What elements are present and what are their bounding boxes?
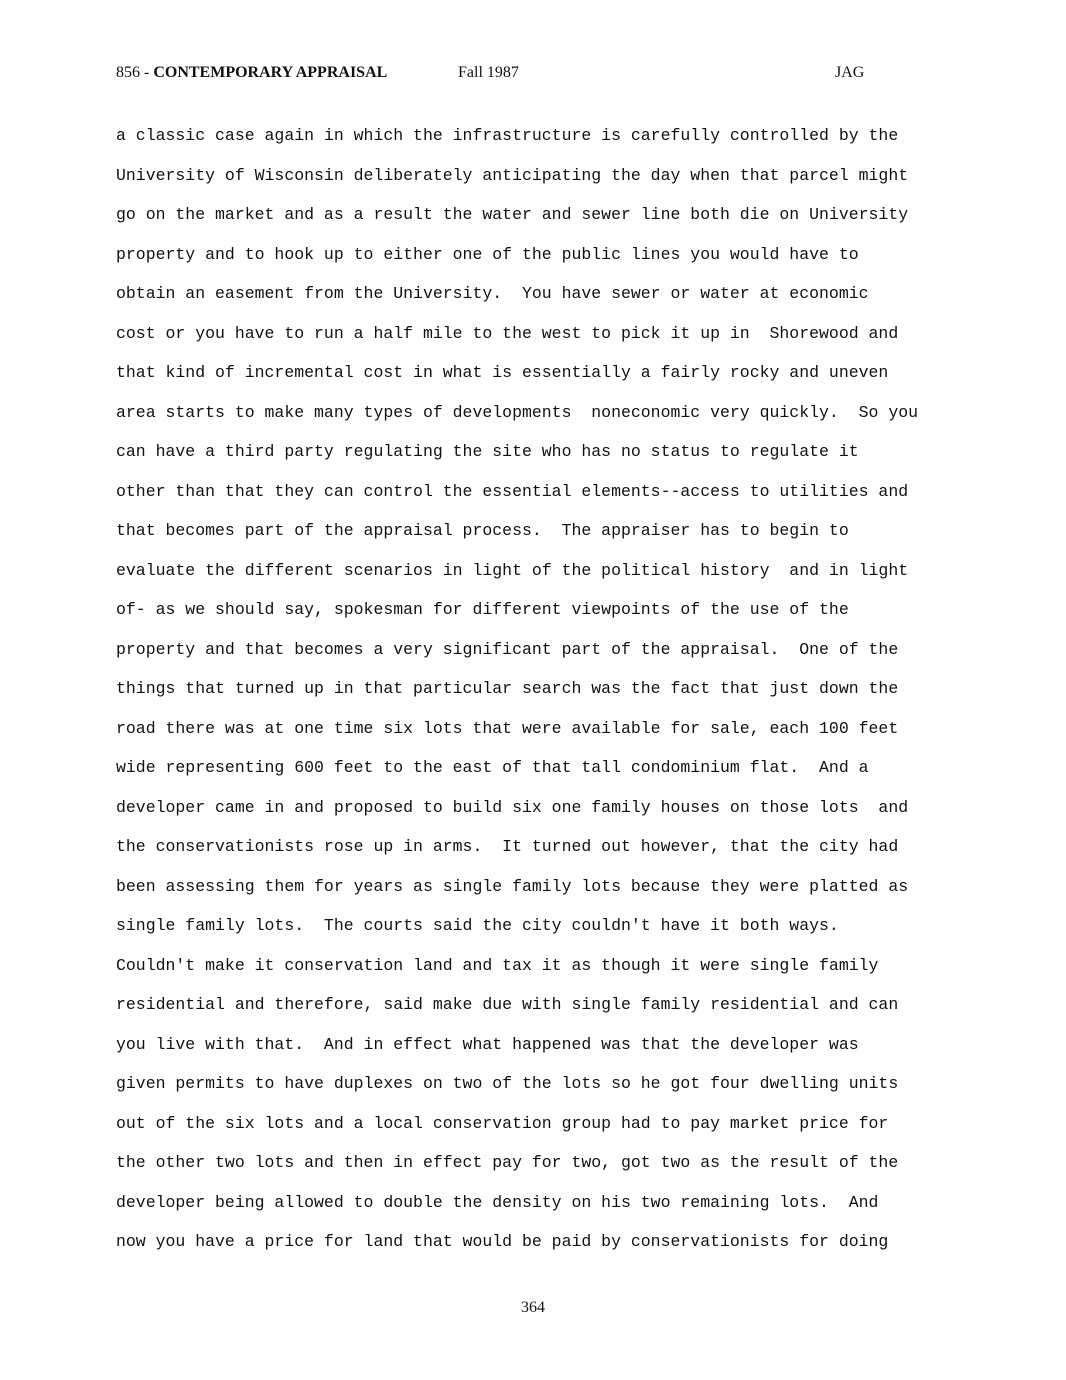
- text-line: go on the market and as a result the water and sewer line both die on University: [116, 205, 909, 224]
- text-line: a classic case again in which the infrastructure is carefully controlled by the: [116, 126, 899, 145]
- transcript-body: [116, 116, 976, 1262]
- text-line: other than that they can control the essential elements--access to utilities and: [116, 481, 909, 501]
- term-label: Fall 1987: [458, 64, 519, 81]
- text-line: road there was at one time six lots that were available for sale, each 100 feet: [116, 718, 899, 738]
- text-line: developer came in and proposed to build six one family houses on those lots and: [116, 797, 909, 817]
- text-line: cost or you have to run a half mile to the west to pick it up in Shorewood and: [116, 323, 899, 343]
- text-line: that kind of incremental cost in what is essentially a fairly rocky and uneven: [116, 363, 889, 382]
- text-line: property and that becomes a very significant part of the appraisal. One of the: [116, 639, 899, 659]
- text-line: the other two lots and then in effect pay for two, got two as the result of the: [116, 1153, 899, 1172]
- text-line: given permits to have duplexes on two of the lots so he got four dwelling units: [116, 1074, 899, 1093]
- text-line: residential and therefore, said make due with single family residential and can: [116, 995, 899, 1014]
- text-line: single family lots. The courts said the city couldn't have it both ways.: [116, 916, 839, 935]
- text-line: that becomes part of the appraisal process. The appraiser has to begin to: [116, 521, 849, 540]
- text-line: wide representing 600 feet to the east of that tall condominium flat. And a: [116, 758, 869, 777]
- text-line: out of the six lots and a local conservation group had to pay market price for: [116, 1113, 889, 1133]
- text-line: things that turned up in that particular search was the fact that just down the: [116, 679, 899, 698]
- course-number: 856 -: [116, 64, 150, 81]
- text-line: been assessing them for years as single family lots because they were platted as: [116, 876, 909, 896]
- text-line: University of Wisconsin deliberately anticipating the day when that parcel might: [116, 165, 909, 185]
- text-line: Couldn't make it conservation land and tax it as though it were single family: [116, 955, 879, 975]
- text-line: area starts to make many types of developments noneconomic very quickly. So you: [116, 402, 919, 422]
- text-line: can have a third party regulating the site who has no status to regulate it: [116, 442, 859, 461]
- text-line: developer being allowed to double the density on his two remaining lots. And: [116, 1192, 879, 1212]
- page-header: [116, 62, 936, 84]
- author-initials: JAG: [835, 64, 865, 81]
- text-line: property and to hook up to either one of the public lines you would have to: [116, 244, 859, 264]
- text-line: the conservationists rose up in arms. It turned out however, that the city had: [116, 837, 899, 856]
- course-title: CONTEMPORARY APPRAISAL: [153, 64, 388, 81]
- text-line: now you have a price for land that would be paid by conservationists for doing: [116, 1232, 889, 1251]
- course-heading: [116, 62, 387, 84]
- text-line: evaluate the different scenarios in light of the political history and in light: [116, 560, 909, 580]
- text-line: obtain an easement from the University. You have sewer or water at economic: [116, 284, 869, 303]
- text-line: of- as we should say, spokesman for different viewpoints of the use of the: [116, 600, 849, 619]
- text-line: you live with that. And in effect what happened was that the developer was: [116, 1034, 859, 1054]
- page-number: 364: [521, 1299, 545, 1316]
